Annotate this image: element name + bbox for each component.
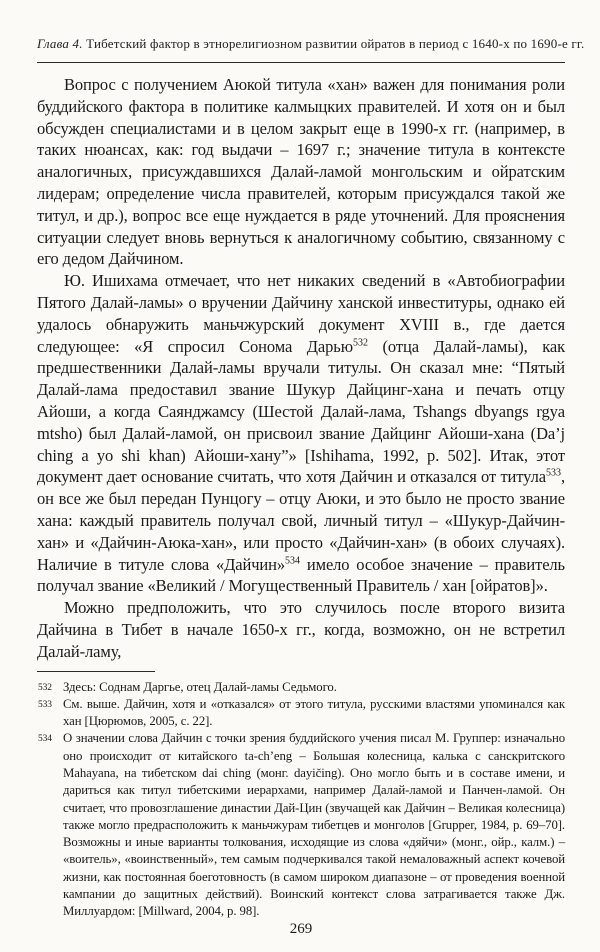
chapter-label: Глава 4. — [37, 36, 83, 51]
footnotes-block — [37, 679, 565, 921]
header-rule — [37, 62, 565, 63]
footnote-533 — [37, 696, 565, 731]
chapter-title: Тибетский фактор в этнорелигиозном развитии ойратов в период с 1640-х по 1690-е гг. — [82, 36, 585, 51]
paragraph-ishihama-document: Ю. Ишихама отмечает, что нет никаких сведений в «Автобиографии Пятого Далай-ламы» о вручении Дайчину ханской инвеституры, однако ей удалось обнаружить маньчжурский документ XVIII в., где дается следующее: «Я спросил Сонома Дарью$^{532}$ (отца Далай-ламы), как предшественники Далай-ламы вручали титулы. Он сказал мне: “Пятый Далай-лама предоставил звание Шукур Дайцинг-хана и печать отцу Айоши, а когда Саянджамсу (Шестой Далай-лама, Tshangs dbyangs rgya mtsho) был Далай-ламой, он присвоил звание Дайцинг Айоши-хана (Da’j ching a yo shi khan) Айоши-хану”» [Ishihama, 1992, p. 502]. Итак, этот документ дает основание считать, что хотя Дайчин и отказался от титула$^{533}$, он все же был передан Пунцогу – отцу Аюки, и это было не просто звание хана: каждый правитель получал свой, личный титул – «Шукур-Дайчин-хан» и «Дайчин-Аюка-хан», или просто «Дайчин-хан» (в обоих случаях). Наличие в титуле слова «Дайчин»$^{534}$ имело особое значение – правитель получал звание «Великий / Могущественный Правитель / хан [ойратов]». — [37, 271, 565, 596]
footnote-text: Здесь: Соднам Даргье, отец Далай-ламы Седьмого. — [63, 679, 337, 694]
footnote-marker: 534 — [38, 734, 52, 745]
footnote-marker: 532 — [38, 682, 52, 693]
footnote-534 — [37, 730, 565, 920]
paragraph-second-visit: Можно предположить, что это случилось после второго визита Дайчина в Тибет в начале 1650-х гг., когда, возможно, он не встретил Далай-ламу, — [37, 598, 565, 661]
footnote-532 — [37, 679, 565, 696]
paragraph-ayuka-title-question: Вопрос с получением Аюкой титула «хан» важен для понимания роли буддийского фактора в политике калмыцких правителей. И хотя он и был обсужден специалистами и в целом закрыт еще в 1990-х гг. (например, в таких нюансах, как: год выдачи – 1697 г.; значение титула в контексте аналогичных, присуждавшихся Далай-ламой монгольским и ойратским лидерам; определение числа правителей, которым присуждался такой же титул, и др.), вопрос все еще нуждается в ряде уточнений. Для прояснения ситуации следует вновь вернуться к аналогичному событию, связанному с его дедом Дайчином. — [37, 75, 565, 269]
footnote-marker: 533 — [38, 699, 52, 710]
footnote-text: О значении слова Дайчин с точки зрения буддийского учения писал М. Группер: изначально оно происходит от китайского ta-ch’eng – Большая колесница, калька с санскритского Mahayana, на тибетском dai ching (монг. dayičing). Оно могло быть и в составе имени, и дариться как титул тибетскими иерархами, например Далай-ламой и Панчен-ламой. Он считает, что провозглашение династии Дай-Цин (звучащей как Дайчин – Великая колесница) также могло предрасположить к маньчжурам тибетцев и монголов [Grupper, 1984, p. 69–70]. Возможны и иные варианты толкования, исходящие из слова «дяйчи» (монг., ойр., калм.) – «воитель», «воинственный», тем самым подчеркивался такой немаловажный аспект кочевой жизни, как постоянная боеготовность (в самом широком диапазоне – от проведения военной кампании до защитных действий). Воинский контекст слова затрагивается также Дж. Миллуардом: [Millward, 2004, p. 98]. — [63, 731, 565, 919]
page-number: 269 — [289, 920, 313, 937]
footnote-ref: 534 — [285, 555, 301, 567]
footnote-separator — [37, 671, 155, 672]
footnote-ref: 532 — [352, 337, 368, 349]
footnote-text: См. выше. Дайчин, хотя и «отказался» от этого титула, русскими властями упоминался как хан [Цюрюмов, 2005, с. 22]. — [63, 696, 565, 729]
footnote-ref: 533 — [545, 467, 561, 479]
running-header — [37, 36, 585, 52]
body-text — [37, 74, 565, 663]
